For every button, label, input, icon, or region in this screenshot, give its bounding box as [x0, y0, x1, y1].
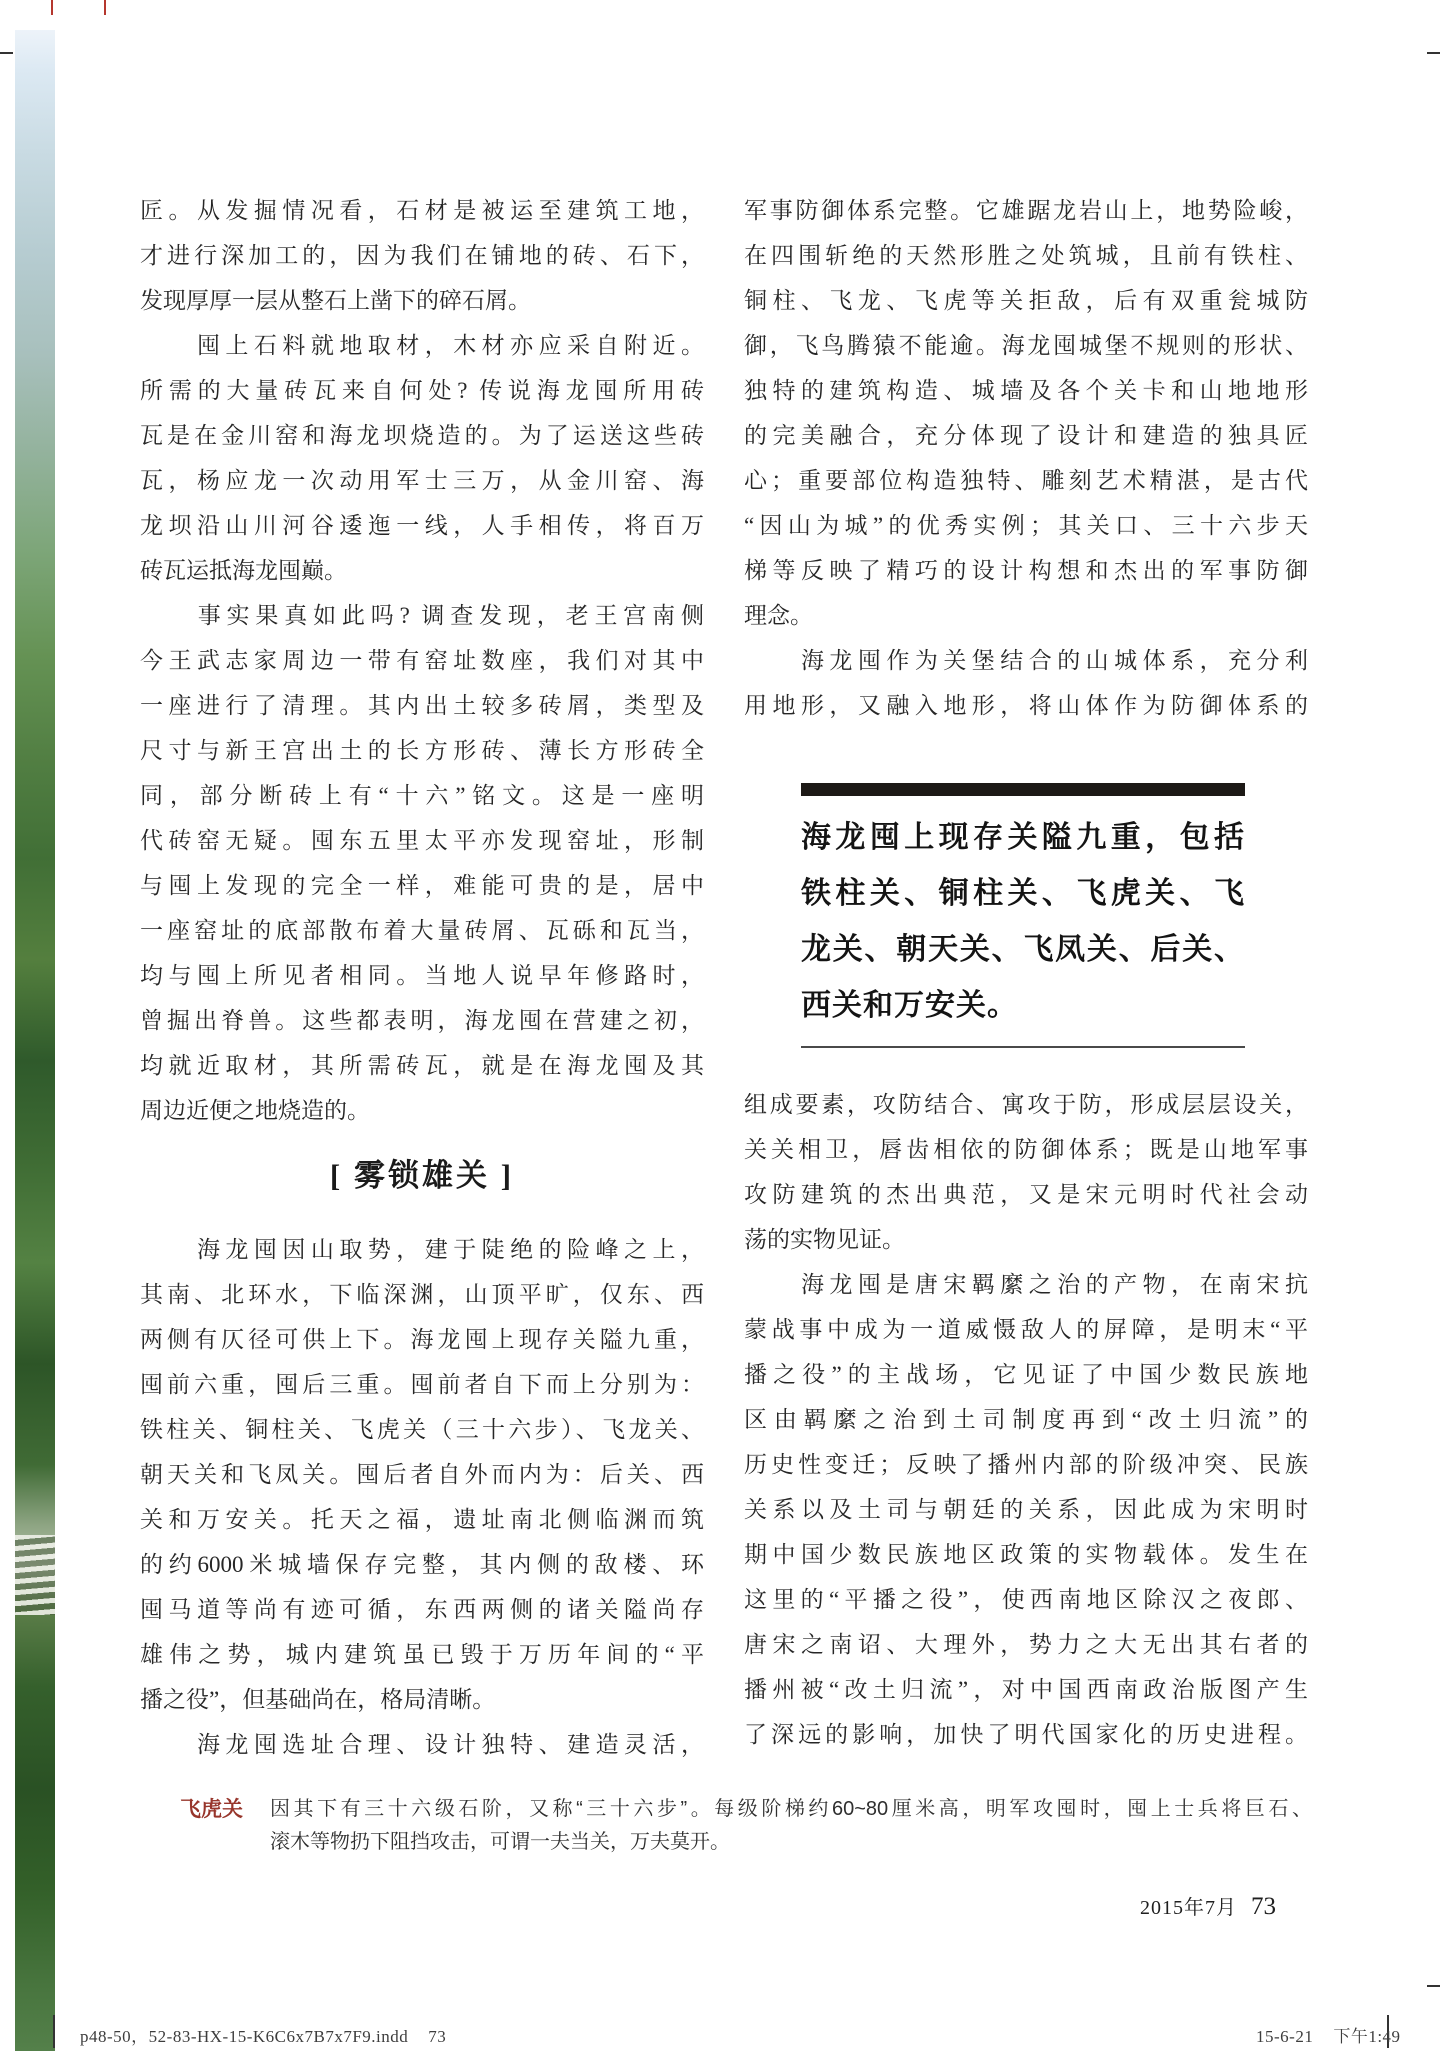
left-text-column [140, 188, 704, 1767]
body-text-line: 海龙囤作为关堡结合的山城体系，充分利 [744, 648, 1308, 673]
body-text-line: 囤马道等尚有迹可循，东西两侧的诸关隘尚存 [140, 1597, 704, 1622]
body-text-line: 囤前六重，囤后三重。囤前者自下而上分别为： [140, 1372, 704, 1397]
body-text-line: 海龙囤选址合理、设计独特、建造灵活， [140, 1732, 704, 1757]
body-text-line: 一座窑址的底部散布着大量砖屑、瓦砾和瓦当， [140, 918, 704, 943]
body-text-line: 组成要素，攻防结合、寓攻于防，形成层层设关， [744, 1092, 1308, 1117]
body-text-line: 蒙战事中成为一道威慑敌人的屏障，是明末“平 [744, 1317, 1308, 1342]
body-text-line: 攻防建筑的杰出典范，又是宋元明时代社会动 [744, 1182, 1308, 1207]
pull-quote-top-bar [801, 783, 1245, 796]
body-text-line: 海龙囤是唐宋羁縻之治的产物，在南宋抗 [744, 1272, 1308, 1297]
body-text-line: 代砖窑无疑。囤东五里太平亦发现窑址，形制 [140, 828, 704, 853]
body-text-line: 播之役”，但基础尚在，格局清晰。 [140, 1687, 496, 1712]
right-column-continued [744, 1082, 1308, 1757]
footnote-term: 飞虎关 [180, 1798, 243, 1821]
crop-mark-top-red-2 [104, 0, 106, 15]
body-text-line: 其南、北环水，下临深渊，山顶平旷，仅东、西 [140, 1282, 704, 1307]
body-text-line: 事实果真如此吗? 调查发现，老王宫南侧 [140, 603, 704, 628]
slug-filename: p48-50，52-83-HX-15-K6C6x7B7x7F9.indd [80, 2027, 409, 2046]
body-text-line: 今王武志家周边一带有窑址数座，我们对其中 [140, 648, 704, 673]
crop-mark-bottom-left-bar [53, 2015, 55, 2048]
forest-photo-strip [15, 30, 55, 2051]
body-text-line: 独特的建筑构造、城墙及各个关卡和山地地形 [744, 378, 1308, 403]
crop-mark-right-top [1427, 52, 1440, 54]
body-text-line: 囤上石料就地取材，木材亦应采自附近。 [140, 333, 704, 358]
stairs-texture [15, 1535, 55, 1615]
body-text-line: 两侧有仄径可供上下。海龙囤上现存关隘九重， [140, 1327, 704, 1352]
body-text-line: 的完美融合，充分体现了设计和建造的独具匠 [744, 423, 1308, 448]
body-text-line: 区由羁縻之治到土司制度再到“改土归流”的 [744, 1407, 1308, 1432]
body-text-line: 一座进行了清理。其内出土较多砖屑，类型及 [140, 693, 704, 718]
footnote-line: 因其下有三十六级石阶，又称“三十六步”。每级阶梯约60~80厘米高，明军攻囤时，囤上士兵将巨石、 [270, 1798, 1312, 1820]
crop-mark-top-red-1 [51, 0, 53, 15]
body-text-line: 龙坝沿山川河谷逶迤一线，人手相传，将百万 [140, 513, 704, 538]
body-text-line: 用地形，又融入地形，将山体作为防御体系的 [744, 693, 1308, 718]
crop-mark-left [0, 52, 13, 54]
body-text-line: 均就近取材，其所需砖瓦，就是在海龙囤及其 [140, 1053, 704, 1078]
pull-quote-bottom-rule [801, 1046, 1245, 1048]
body-text-line: 瓦是在金川窑和海龙坝烧造的。为了运送这些砖 [140, 423, 704, 448]
body-text-line: 的约6000米城墙保存完整，其内侧的敌楼、环 [140, 1552, 704, 1577]
footnote-description [270, 1793, 1312, 1859]
body-text-line: 所需的大量砖瓦来自何处? 传说海龙囤所用砖 [140, 378, 704, 403]
body-text-line: 播之役”的主战场，它见证了中国少数民族地 [744, 1362, 1308, 1387]
body-text-line: 周边近便之地烧造的。 [140, 1098, 370, 1123]
page-number: 73 [1251, 1893, 1276, 1920]
body-text-line: 才进行深加工的，因为我们在铺地的砖、石下， [140, 243, 704, 268]
body-text-line: 播州被“改土归流”，对中国西南政治版图产生 [744, 1677, 1308, 1702]
body-text-line: “因山为城”的优秀实例；其关口、三十六步天 [744, 513, 1308, 538]
body-text-line: 关和万安关。托天之福，遗址南北侧临渊而筑 [140, 1507, 704, 1532]
body-text-line: 荡的实物见证。 [744, 1227, 905, 1252]
slug-time: 下午1:49 [1333, 2027, 1401, 2046]
body-text-line: 历史性变迁；反映了播州内部的阶级冲突、民族 [744, 1452, 1308, 1477]
body-text-line: 关关相卫，唇齿相依的防御体系；既是山地军事 [744, 1137, 1308, 1162]
body-text-line: 军事防御体系完整。它雄踞龙岩山上，地势险峻， [744, 198, 1308, 223]
body-text-line: 这里的“平播之役”，使西南地区除汉之夜郎、 [744, 1587, 1308, 1612]
section-heading: [ 雾锁雄关 ] [329, 1158, 515, 1193]
body-text-line: 铜柱、飞龙、飞虎等关拒敌，后有双重瓮城防 [744, 288, 1308, 313]
body-text-line: 同，部分断砖上有“十六”铭文。这是一座明 [140, 783, 704, 808]
body-text-line: 砖瓦运抵海龙囤巅。 [140, 558, 347, 583]
body-text-line: 发现厚厚一层从整石上凿下的碎石屑。 [140, 288, 531, 313]
body-text-line: 期中国少数民族地区政策的实物载体。发生在 [744, 1542, 1308, 1567]
body-text-line: 曾掘出脊兽。这些都表明，海龙囤在营建之初， [140, 1008, 704, 1033]
body-text-line: 朝天关和飞凤关。囤后者自外而内为：后关、西 [140, 1462, 704, 1487]
body-text-line: 梯等反映了精巧的设计构想和杰出的军事防御 [744, 558, 1308, 583]
right-text-column [744, 188, 1308, 1757]
print-slug-right [1256, 2022, 1401, 2047]
body-text-line: 瓦，杨应龙一次动用军士三万，从金川窑、海 [140, 468, 704, 493]
body-text-line: 与囤上发现的完全一样，难能可贵的是，居中 [140, 873, 704, 898]
pull-quote-line: 铁柱关、铜柱关、飞虎关、飞 [801, 877, 1245, 910]
footnote-line: 滚木等物扔下阻挡攻击，可谓一夫当关，万夫莫开。 [270, 1831, 730, 1853]
crop-mark-right-bottom [1427, 1985, 1440, 1987]
body-text-line: 关系以及土司与朝廷的关系，因此成为宋明时 [744, 1497, 1308, 1522]
body-text-line: 御，飞鸟腾猿不能逾。海龙囤城堡不规则的形状、 [744, 333, 1308, 358]
pull-quote-line: 西关和万安关。 [801, 989, 1018, 1022]
pull-quote-line: 海龙囤上现存关隘九重，包括 [801, 821, 1245, 854]
issue-date: 2015年7月 [1140, 1897, 1237, 1919]
body-text-line: 在四围斩绝的天然形胜之处筑城，且前有铁柱、 [744, 243, 1308, 268]
body-text-line: 理念。 [744, 603, 813, 628]
page-footer [1140, 1891, 1276, 1921]
body-text-line: 海龙囤因山取势，建于陡绝的险峰之上， [140, 1237, 704, 1262]
footnote-fei-hu-guan [180, 1793, 1312, 1859]
body-text-line: 雄伟之势，城内建筑虽已毁于万历年间的“平 [140, 1642, 704, 1667]
body-text-line: 匠。从发掘情况看，石材是被运至建筑工地， [140, 198, 704, 223]
body-text-line: 铁柱关、铜柱关、飞虎关（三十六步）、飞龙关、 [140, 1417, 704, 1442]
slug-date: 15-6-21 [1256, 2027, 1314, 2046]
slug-page: 73 [428, 2027, 447, 2046]
body-text-line: 尺寸与新王宫出土的长方形砖、薄长方形砖全 [140, 738, 704, 763]
pull-quote-line: 龙关、朝天关、飞凤关、后关、 [801, 933, 1245, 966]
body-text-line: 心；重要部位构造独特、雕刻艺术精湛，是古代 [744, 468, 1308, 493]
body-text-line: 均与囤上所见者相同。当地人说早年修路时， [140, 963, 704, 988]
pull-quote [801, 783, 1245, 1048]
print-slug-left [80, 2022, 446, 2047]
body-text-line: 唐宋之南诏、大理外，势力之大无出其右者的 [744, 1632, 1308, 1657]
body-text-line: 了深远的影响，加快了明代国家化的历史进程。 [744, 1722, 1308, 1747]
